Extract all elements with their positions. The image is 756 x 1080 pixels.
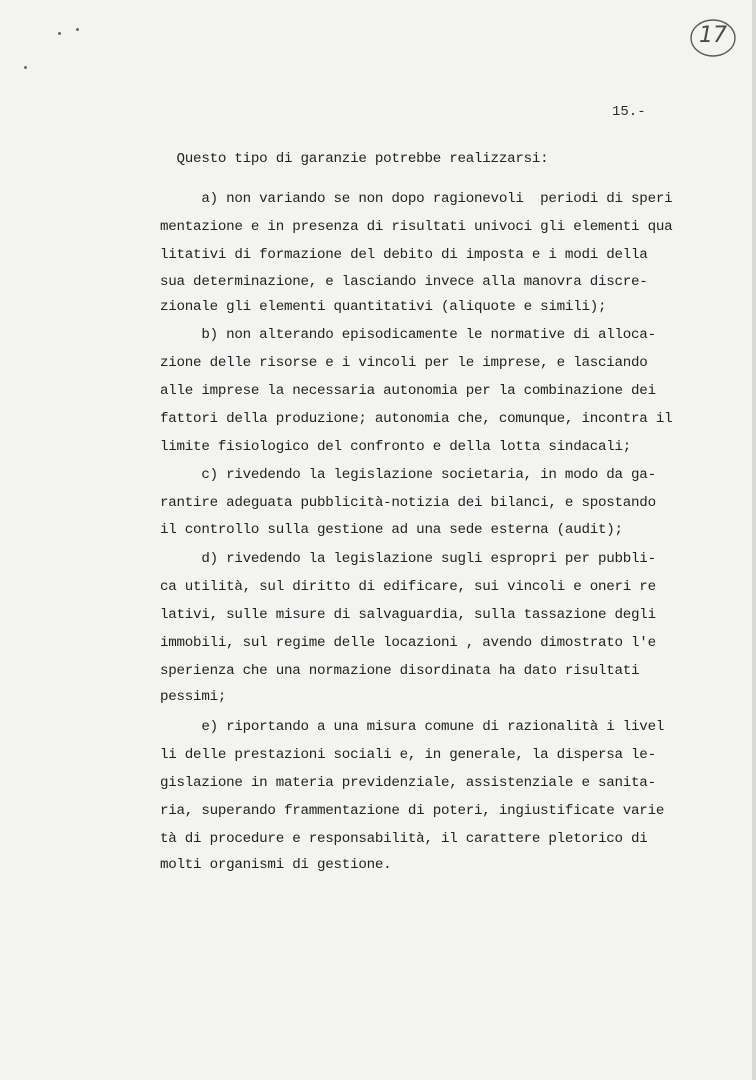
- text-line: rantire adeguata pubblicità-notizia dei bilanci, e spostando: [160, 495, 656, 511]
- scan-speck: [76, 28, 79, 31]
- page-number: 15.-: [612, 104, 646, 120]
- text-line: lativi, sulle misure di salvaguardia, sulla tassazione degli: [160, 607, 656, 623]
- text-line: pessimi;: [160, 689, 227, 705]
- text-line: il controllo sulla gestione ad una sede esterna (audit);: [160, 522, 623, 538]
- stamp-number: 17: [699, 23, 727, 48]
- text-line: alle imprese la necessaria autonomia per la combinazione dei: [160, 383, 656, 399]
- text-line: ca utilità, sul diritto di edificare, sui vincoli e oneri re: [160, 579, 656, 595]
- text-line: limite fisiologico del confronto e della lotta sindacali;: [160, 439, 632, 455]
- text-line: litativi di formazione del debito di imposta e i modi della: [160, 247, 648, 263]
- text-line: molti organismi di gestione.: [160, 857, 392, 873]
- text-line: li delle prestazioni sociali e, in generale, la dispersa le-: [160, 747, 656, 763]
- text-line: ria, superando frammentazione di poteri, ingiustificate varie: [160, 803, 665, 819]
- text-line: fattori della produzione; autonomia che, comunque, incontra il: [160, 411, 673, 427]
- text-line: zionale gli elementi quantitativi (aliquote e simili);: [160, 299, 607, 315]
- scan-speck: [24, 66, 27, 69]
- text-line: tà di procedure e responsabilità, il carattere pletorico di: [160, 831, 648, 847]
- text-line: e) riportando a una misura comune di razionalità i livel: [160, 719, 665, 735]
- text-line: b) non alterando episodicamente le normative di alloca-: [160, 327, 656, 343]
- text-line: mentazione e in presenza di risultati univoci gli elementi qua: [160, 219, 673, 235]
- text-line: d) rivedendo la legislazione sugli espropri per pubbli-: [160, 551, 656, 567]
- text-line: zione delle risorse e i vincoli per le imprese, e lasciando: [160, 355, 648, 371]
- text-line: gislazione in materia previdenziale, assistenziale e sanita-: [160, 775, 656, 791]
- text-line: immobili, sul regime delle locazioni , avendo dimostrato l'e: [160, 635, 656, 651]
- scan-speck: [58, 32, 61, 35]
- handwritten-page-stamp: [688, 16, 738, 60]
- text-line: sua determinazione, e lasciando invece alla manovra discre-: [160, 274, 648, 290]
- text-line: Questo tipo di garanzie potrebbe realizzarsi:: [160, 151, 549, 167]
- page-edge-shadow: [752, 0, 756, 1080]
- text-line: c) rivedendo la legislazione societaria, in modo da ga-: [160, 467, 656, 483]
- text-line: sperienza che una normazione disordinata ha dato risultati: [160, 663, 640, 679]
- text-line: a) non variando se non dopo ragionevoli periodi di speri: [160, 191, 673, 207]
